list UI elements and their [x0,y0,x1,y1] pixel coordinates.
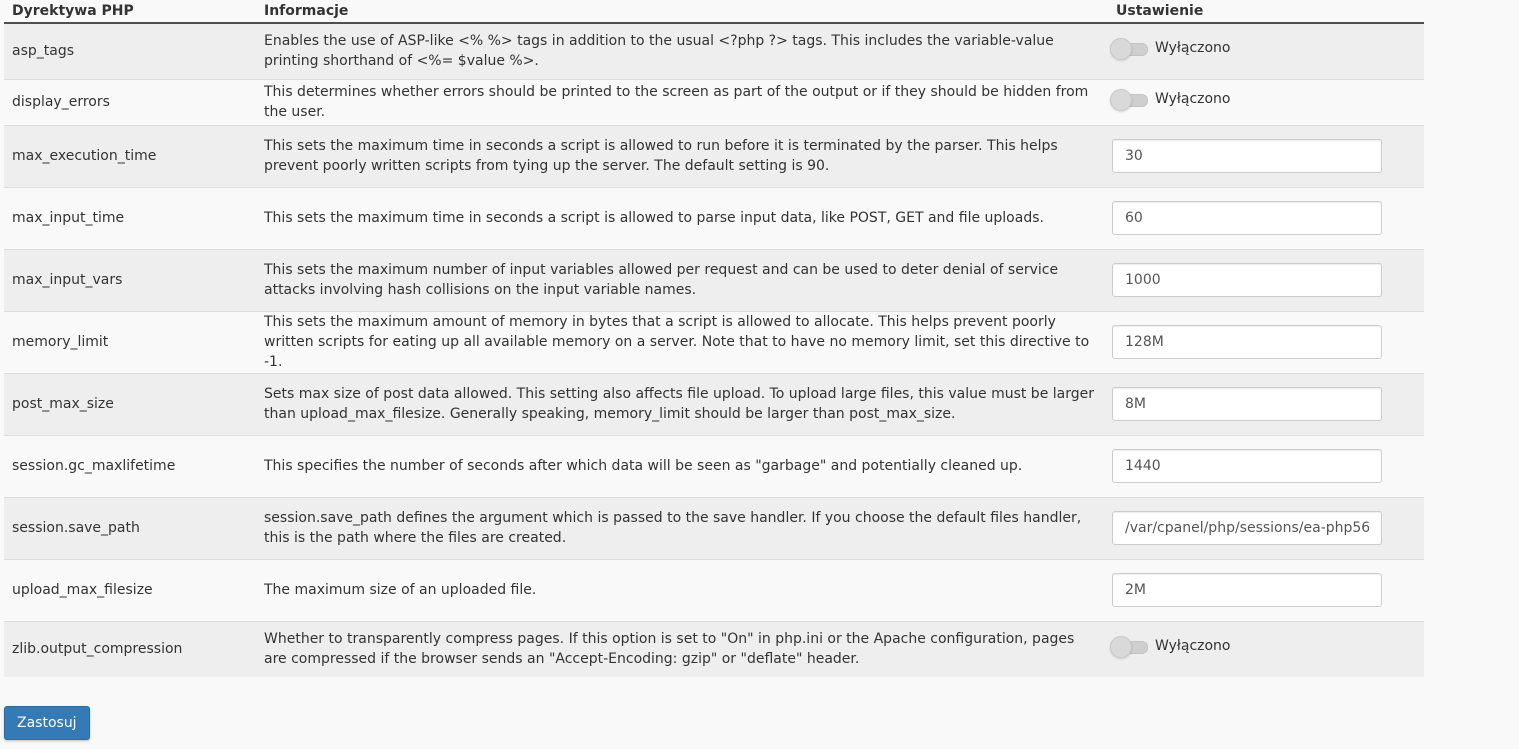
directive-setting-cell [1108,311,1424,373]
column-header-info: Informacje [256,0,1108,23]
setting-input[interactable] [1112,573,1382,607]
directive-description: Whether to transparently compress pages. If this option is set to "On" in php.ini or the Apache configuration, pages are compressed if the browser sends an "Accept-Encoding: gzip" or "deflate" header. [256,621,1108,677]
directive-name: session.save_path [4,497,256,559]
directive-description: This specifies the number of seconds after which data will be seen as "garbage" and potentially cleaned up. [256,435,1108,497]
directive-setting-cell [1108,249,1424,311]
toggle-state-label: Wyłączono [1155,40,1231,57]
apply-button[interactable]: Zastosuj [4,706,90,740]
directive-setting-cell [1108,559,1424,621]
directive-description: This sets the maximum amount of memory in bytes that a script is allowed to allocate. This helps prevent poorly written scripts for eating up all available memory on a server. Note that to have no memory limit, set this directive to -1. [256,311,1108,373]
directive-name: max_execution_time [4,125,256,187]
table-row [4,187,1424,249]
table-row [4,373,1424,435]
table-row [4,125,1424,187]
directive-name: session.gc_maxlifetime [4,435,256,497]
directive-name: upload_max_filesize [4,559,256,621]
table-row [4,497,1424,559]
directive-description: session.save_path defines the argument which is passed to the save handler. If you choose the default files handler, this is the path where the files are created. [256,497,1108,559]
setting-input[interactable] [1112,511,1382,545]
directive-description: This sets the maximum time in seconds a script is allowed to run before it is terminated by the parser. This helps prevent poorly written scripts from tying up the server. The default setting is 90. [256,125,1108,187]
toggle-switch[interactable] [1110,88,1147,110]
php-options-panel [4,0,1424,677]
column-header-setting: Ustawienie [1108,0,1424,23]
directive-setting-cell [1108,621,1424,677]
toggle-knob [1110,38,1132,60]
directive-setting-cell [1108,373,1424,435]
directive-description: Sets max size of post data allowed. This setting also affects file upload. To upload large files, this value must be larger than upload_max_filesize. Generally speaking, memory_limit should be larger than post_max_size. [256,373,1108,435]
directive-setting-cell [1108,435,1424,497]
table-row [4,311,1424,373]
toggle-switch[interactable] [1110,635,1147,657]
directive-name: display_errors [4,79,256,125]
directive-setting-cell [1108,125,1424,187]
directive-name: max_input_vars [4,249,256,311]
toggle-knob [1110,89,1132,111]
setting-input[interactable] [1112,387,1382,421]
setting-input[interactable] [1112,325,1382,359]
directive-description: This determines whether errors should be printed to the screen as part of the output or if they should be hidden from the user. [256,79,1108,125]
directive-name: memory_limit [4,311,256,373]
directive-name: asp_tags [4,23,256,79]
setting-input[interactable] [1112,449,1382,483]
directive-name: zlib.output_compression [4,621,256,677]
toggle-knob [1110,636,1132,658]
table-row [4,23,1424,79]
column-header-directive: Dyrektywa PHP [4,0,256,23]
setting-toggle-group [1110,37,1231,59]
table-row [4,621,1424,677]
table-row [4,435,1424,497]
setting-input[interactable] [1112,139,1382,173]
toggle-switch[interactable] [1110,37,1147,59]
directive-description: The maximum size of an uploaded file. [256,559,1108,621]
directive-name: max_input_time [4,187,256,249]
toggle-state-label: Wyłączono [1155,638,1231,655]
table-row [4,559,1424,621]
php-directives-table [4,0,1424,677]
directive-setting-cell [1108,497,1424,559]
setting-input[interactable] [1112,201,1382,235]
directive-description: This sets the maximum time in seconds a script is allowed to parse input data, like POST, GET and file uploads. [256,187,1108,249]
table-header-row [4,0,1424,23]
directive-setting-cell [1108,187,1424,249]
directive-description: This sets the maximum number of input variables allowed per request and can be used to deter denial of service attacks involving hash collisions on the input variable names. [256,249,1108,311]
directive-setting-cell [1108,79,1424,125]
directive-name: post_max_size [4,373,256,435]
setting-input[interactable] [1112,263,1382,297]
table-row [4,79,1424,125]
table-row [4,249,1424,311]
directive-description: Enables the use of ASP-like <% %> tags in addition to the usual <?php ?> tags. This includes the variable-value printing shorthand of <%= $value %>. [256,23,1108,79]
toggle-state-label: Wyłączono [1155,91,1231,107]
setting-toggle-group [1110,88,1231,110]
directive-setting-cell [1108,23,1424,79]
setting-toggle-group [1110,635,1231,657]
